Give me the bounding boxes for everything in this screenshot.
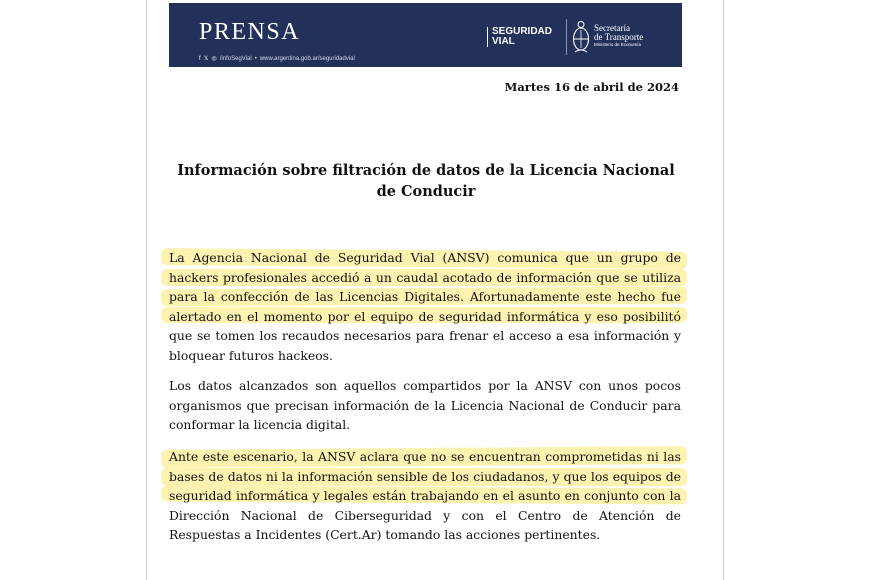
x-icon[interactable]: 𝕏	[203, 56, 209, 62]
secretaria-line: Secretaría	[594, 23, 630, 33]
paragraph-1: La Agencia Nacional de Seguridad Vial (ANSV) comunica que un grupo de hackers profesionales accedió a un caudal acotado de información que se utiliza para la confección de las Licencias Digitales. Afortunadamente este hecho fue alertado en el momento por el equipo de seguridad informática y eso posibilitó que se tomen los recaudos necesarios para frenar el acceso a esa información y bloquear futuros hackeos.	[169, 250, 681, 363]
press-banner	[169, 3, 682, 67]
vial-line: VIAL	[492, 36, 515, 47]
logo-divider	[566, 19, 567, 55]
social-line	[199, 55, 355, 62]
website-link[interactable]: www.argentina.gob.ar/seguridadvial	[259, 55, 355, 62]
transporte-line: de Transporte	[594, 32, 644, 42]
banner-title: PRENSA	[199, 19, 301, 45]
paragraph-3: Ante este escenario, la ANSV aclara que no se encuentran comprometidas ni las bases de datos ni la información sensible de los ciudadanos, y que los equipos de seguridad informática y legales están trabajando en el asunto en conjunto con la Dirección Nacional de Ciberseguridad y con el Centro de Atención de Respuestas a Incidentes (Cert.Ar) tomando las acciones pertinentes.	[169, 449, 681, 542]
paragraph-2: Los datos alcanzados son aquellos compartidos por la ANSV con unos pocos organismos que precisan información de la Licencia Nacional de Conducir para conformar la licencia digital.	[169, 378, 681, 432]
social-separator: •	[254, 55, 257, 62]
ministerio-line: Ministerio de Economía	[594, 42, 642, 47]
secretaria-logo-text	[594, 24, 643, 48]
press-release-page	[146, 0, 724, 580]
facebook-icon[interactable]: f	[199, 55, 201, 62]
seguridad-vial-logo	[487, 27, 552, 47]
release-title: Información sobre filtración de datos de la Licencia Nacional de Conducir	[177, 162, 675, 200]
seguridad-line: SEGURIDAD	[492, 26, 553, 37]
social-handle[interactable]: /infoSegVial	[219, 55, 252, 62]
release-date: Martes 16 de abril de 2024	[504, 80, 679, 94]
coat-of-arms-icon	[571, 20, 591, 54]
instagram-icon[interactable]: ◎	[211, 56, 217, 62]
